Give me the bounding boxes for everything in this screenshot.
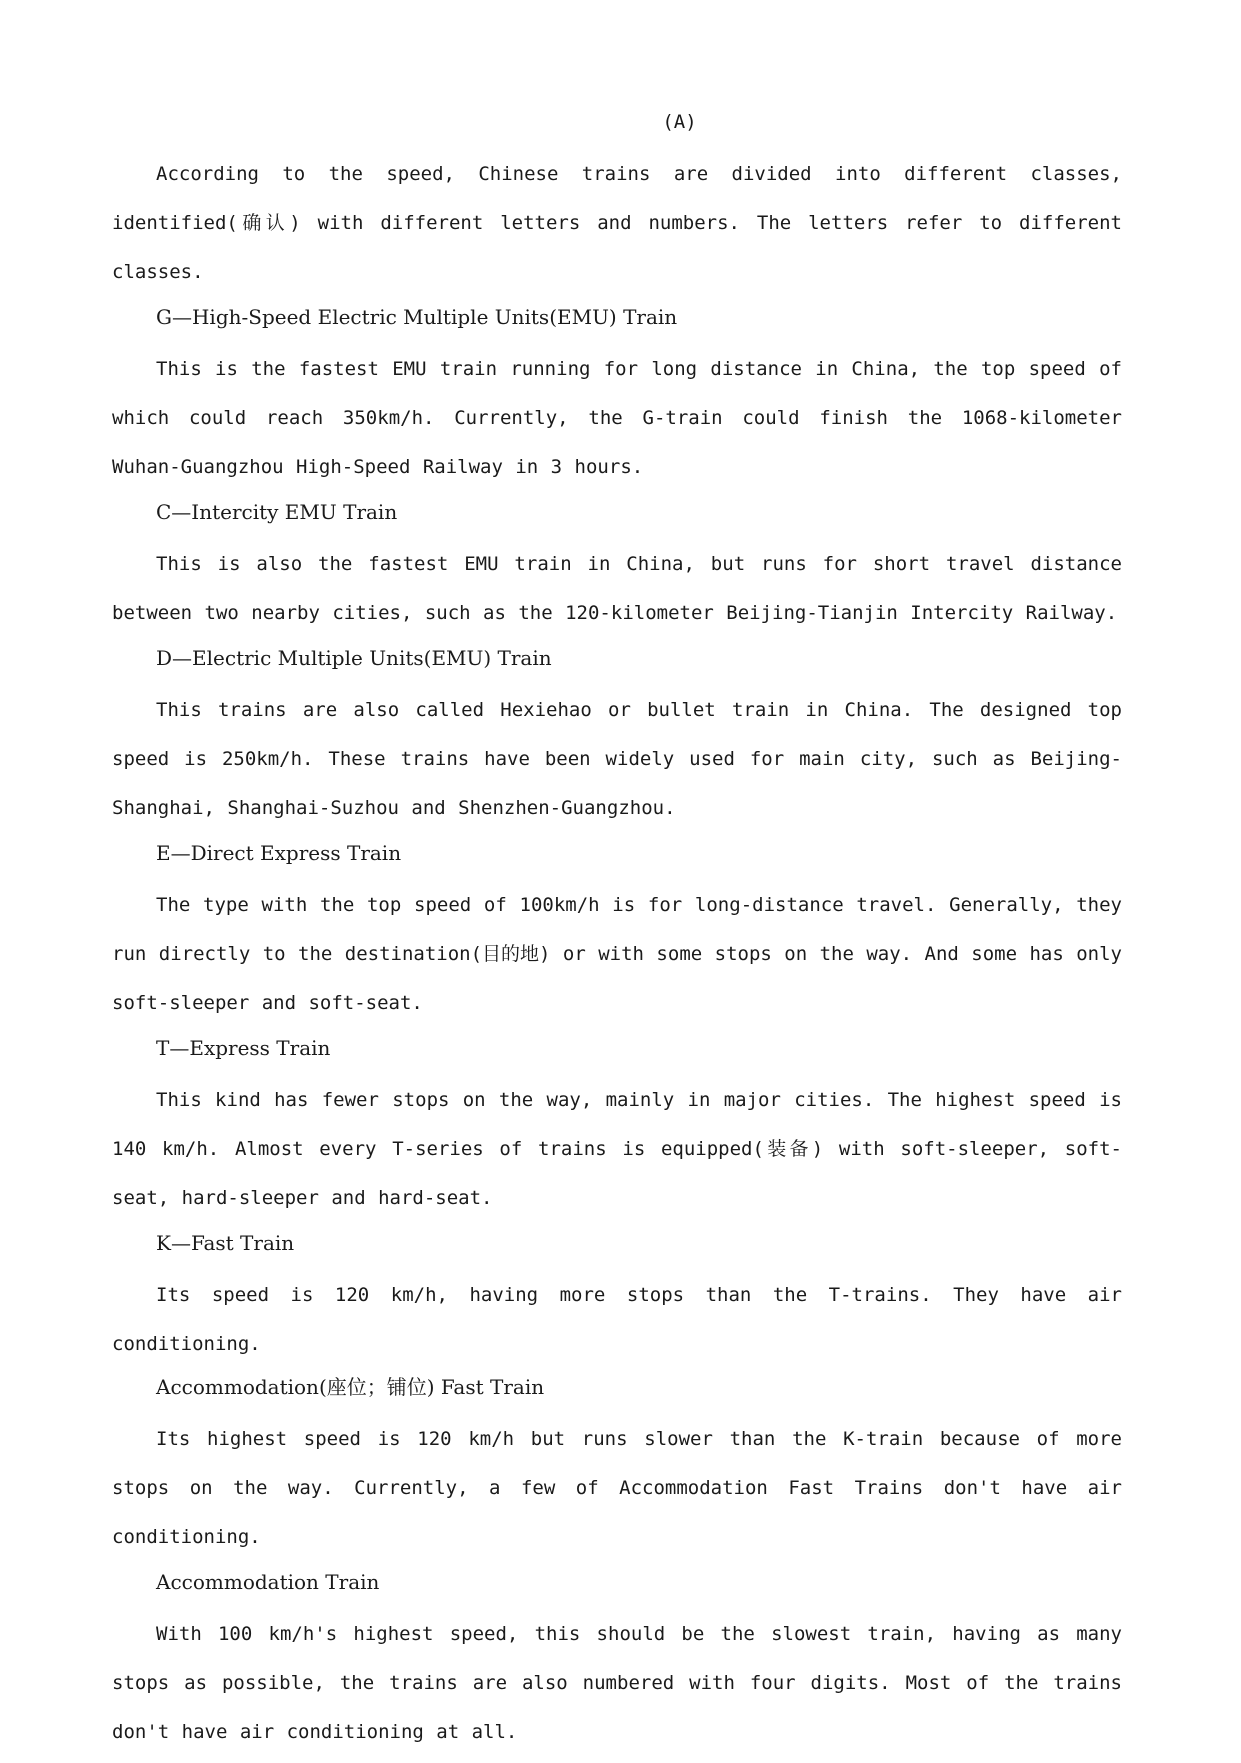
heading-g-train: G—High-Speed Electric Multiple Units(EMU) Train bbox=[156, 305, 678, 329]
paragraph-g-train: This is the fastest EMU train running for long distance in China, the top speed of which could reach 350km/h. Currently, the G-train could finish the 1068-kilometer Wuhan-Guangzhou High-Speed Railway in 3 hours. bbox=[112, 358, 1122, 478]
heading-accommodation-fast-train: Accommodation(座位；铺位) Fast Train bbox=[156, 1375, 545, 1399]
document-page bbox=[112, 108, 1122, 1763]
heading-c-train: C—Intercity EMU Train bbox=[156, 500, 398, 524]
paragraph-k-train: Its speed is 120 km/h, having more stops than the T-trains. They have air conditioning. bbox=[112, 1284, 1122, 1355]
paragraph-accommodation-train: With 100 km/h's highest speed, this should be the slowest train, having as many stops as possible, the trains are also numbered with four digits. Most of the trains don't have air conditioning at all. bbox=[112, 1623, 1122, 1743]
heading-accommodation-train: Accommodation Train bbox=[156, 1570, 380, 1594]
intro-paragraph: According to the speed, Chinese trains are divided into different classes, identified(确认) with different letters and numbers. The letters refer to different classes. bbox=[112, 163, 1122, 283]
paragraph-t-train: This kind has fewer stops on the way, mainly in major cities. The highest speed is 140 km/h. Almost every T-series of trains is equipped(装备) with soft-sleeper, soft-seat, hard-sleeper and hard-seat. bbox=[112, 1089, 1122, 1209]
heading-d-train: D—Electric Multiple Units(EMU) Train bbox=[156, 646, 552, 670]
heading-t-train: T—Express Train bbox=[156, 1036, 331, 1060]
section-label: (A) bbox=[662, 111, 697, 133]
paragraph-c-train: This is also the fastest EMU train in China, but runs for short travel distance between two nearby cities, such as the 120-kilometer Beijing-Tianjin Intercity Railway. bbox=[112, 553, 1122, 624]
paragraph-accommodation-fast-train: Its highest speed is 120 km/h but runs slower than the K-train because of more stops on the way. Currently, a few of Accommodation Fast Trains don't have air conditioning. bbox=[112, 1428, 1122, 1548]
heading-k-train: K—Fast Train bbox=[156, 1231, 295, 1255]
heading-e-train: E—Direct Express Train bbox=[156, 841, 402, 865]
paragraph-d-train: This trains are also called Hexiehao or bullet train in China. The designed top speed is 250km/h. These trains have been widely used for main city, such as Beijing-Shanghai, Shanghai-Suzhou and Shenzhen-Guangzhou. bbox=[112, 699, 1122, 819]
paragraph-e-train: The type with the top speed of 100km/h is for long-distance travel. Generally, they run directly to the destination(目的地) or with some stops on the way. And some has only soft-sleeper and soft-seat. bbox=[112, 894, 1122, 1014]
